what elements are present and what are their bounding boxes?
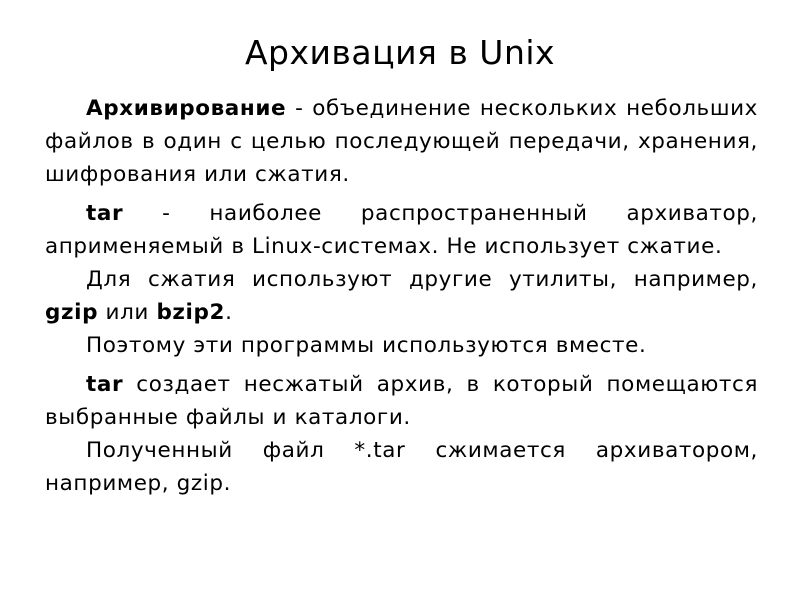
paragraph-resulting-file: Полученный файл *.tar сжимается архиватором, например, gzip.	[45, 438, 758, 496]
compression-text-mid: или	[98, 300, 157, 325]
term-tar-2: tar	[86, 372, 124, 397]
archiving-definition-text: - объединение нескольких небольших файлов в один с целью последующей передачи, хранения, шифрования или сжатия.	[45, 96, 758, 187]
utility-gzip: gzip	[45, 300, 99, 325]
paragraph-compression-utilities	[45, 263, 758, 329]
term-tar: tar	[86, 201, 124, 226]
compression-text-before: Для сжатия используют другие утилиты, например,	[86, 267, 758, 292]
tar-description-text: - наиболее распространенный архиватор, априменяемый в Linux-системах. Не использует сжатие.	[45, 201, 758, 259]
term-archiving: Архивирование	[86, 96, 287, 121]
utility-bzip2: bzip2	[156, 300, 226, 325]
compression-text-end: .	[225, 300, 233, 325]
paragraph-tar-description	[45, 197, 758, 263]
paragraph-tar-creates-archive	[45, 368, 758, 434]
paragraph-used-together: Поэтому эти программы используются вместе.	[86, 333, 647, 358]
tar-creates-archive-text: создает несжатый архив, в который помещаются выбранные файлы и каталоги.	[45, 372, 758, 430]
slide-body	[45, 92, 758, 500]
slide-title: Архивация в Unix	[244, 33, 556, 72]
paragraph-archiving-definition	[45, 92, 758, 191]
